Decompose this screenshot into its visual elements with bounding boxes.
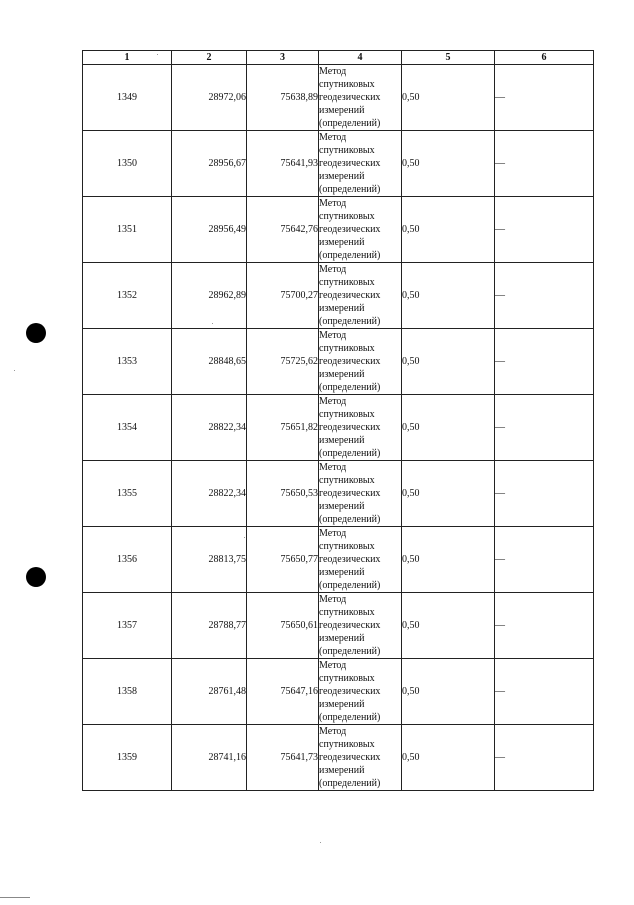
accuracy-cell: 0,50 [402, 263, 495, 329]
method-text-line: Метод [319, 330, 347, 341]
point-number-cell: 1350 [83, 131, 172, 197]
table-row [83, 395, 594, 461]
accuracy-cell: 0,50 [402, 527, 495, 593]
table-row [83, 461, 594, 527]
method-text-line: геодезических [319, 488, 381, 499]
point-number-cell: 1355 [83, 461, 172, 527]
method-text-line: Метод [319, 198, 347, 209]
header-col-3: 3 [247, 51, 319, 65]
method-text-line: (определений) [319, 580, 381, 591]
method-text-line: измерений [319, 105, 365, 116]
x-coordinate-cell: 28761,48 [172, 659, 247, 725]
method-text-line: измерений [319, 435, 365, 446]
accuracy-cell: 0,50 [402, 131, 495, 197]
y-coordinate-cell: 75650,53 [247, 461, 319, 527]
scan-speck [157, 54, 158, 55]
method-cell [319, 263, 402, 329]
method-cell [319, 329, 402, 395]
table-body [83, 65, 594, 791]
accuracy-cell: 0,50 [402, 461, 495, 527]
method-text-line: (определений) [319, 316, 381, 327]
description-cell: — [495, 131, 594, 197]
method-text-line: (определений) [319, 712, 381, 723]
point-number-cell: 1352 [83, 263, 172, 329]
method-cell [319, 65, 402, 131]
method-text-line: измерений [319, 633, 365, 644]
method-text-line: (определений) [319, 646, 381, 657]
scan-speck [212, 323, 213, 324]
table-header-row [83, 51, 594, 65]
x-coordinate-cell: 28822,34 [172, 461, 247, 527]
method-text-line: спутниковых [319, 145, 375, 156]
method-text-line: (определений) [319, 118, 381, 129]
header-col-5: 5 [402, 51, 495, 65]
header-col-6: 6 [495, 51, 594, 65]
description-cell: — [495, 65, 594, 131]
description-cell: — [495, 725, 594, 791]
method-cell [319, 131, 402, 197]
table-row [83, 725, 594, 791]
point-number-cell: 1353 [83, 329, 172, 395]
x-coordinate-cell: 28962,89 [172, 263, 247, 329]
scan-edge-mark [0, 897, 30, 898]
description-cell: — [495, 197, 594, 263]
method-text-line: геодезических [319, 290, 381, 301]
x-coordinate-cell: 28956,67 [172, 131, 247, 197]
table-row [83, 659, 594, 725]
method-text-line: измерений [319, 237, 365, 248]
x-coordinate-cell: 28813,75 [172, 527, 247, 593]
method-text-line: спутниковых [319, 343, 375, 354]
method-text-line: (определений) [319, 514, 381, 525]
method-text-line: Метод [319, 132, 347, 143]
table-row [83, 527, 594, 593]
method-text-line: геодезических [319, 158, 381, 169]
table-row [83, 329, 594, 395]
accuracy-cell: 0,50 [402, 395, 495, 461]
method-text-line: измерений [319, 171, 365, 182]
point-number-cell: 1351 [83, 197, 172, 263]
header-col-4: 4 [319, 51, 402, 65]
method-text-line: геодезических [319, 224, 381, 235]
x-coordinate-cell: 28788,77 [172, 593, 247, 659]
y-coordinate-cell: 75642,76 [247, 197, 319, 263]
point-number-cell: 1356 [83, 527, 172, 593]
method-text-line: спутниковых [319, 607, 375, 618]
method-text-line: спутниковых [319, 475, 375, 486]
method-text-line: спутниковых [319, 277, 375, 288]
description-cell: — [495, 263, 594, 329]
description-cell: — [495, 593, 594, 659]
header-col-1: 1 [83, 51, 172, 65]
method-text-line: измерений [319, 567, 365, 578]
method-text-line: измерений [319, 765, 365, 776]
y-coordinate-cell: 75650,77 [247, 527, 319, 593]
x-coordinate-cell: 28741,16 [172, 725, 247, 791]
punch-hole-mark [26, 567, 46, 587]
method-text-line: Метод [319, 396, 347, 407]
description-cell: — [495, 527, 594, 593]
description-cell: — [495, 395, 594, 461]
y-coordinate-cell: 75647,16 [247, 659, 319, 725]
method-cell [319, 461, 402, 527]
table-row [83, 263, 594, 329]
point-number-cell: 1359 [83, 725, 172, 791]
y-coordinate-cell: 75650,61 [247, 593, 319, 659]
scan-speck [320, 842, 321, 843]
punch-hole-mark [26, 323, 46, 343]
method-text-line: Метод [319, 264, 347, 275]
y-coordinate-cell: 75725,62 [247, 329, 319, 395]
method-text-line: геодезических [319, 686, 381, 697]
y-coordinate-cell: 75641,73 [247, 725, 319, 791]
method-text-line: измерений [319, 369, 365, 380]
description-cell: — [495, 659, 594, 725]
accuracy-cell: 0,50 [402, 659, 495, 725]
x-coordinate-cell: 28822,34 [172, 395, 247, 461]
accuracy-cell: 0,50 [402, 593, 495, 659]
y-coordinate-cell: 75641,93 [247, 131, 319, 197]
y-coordinate-cell: 75638,89 [247, 65, 319, 131]
method-text-line: Метод [319, 66, 347, 77]
method-text-line: геодезических [319, 752, 381, 763]
x-coordinate-cell: 28848,65 [172, 329, 247, 395]
method-text-line: спутниковых [319, 673, 375, 684]
method-text-line: спутниковых [319, 211, 375, 222]
method-text-line: (определений) [319, 184, 381, 195]
method-cell [319, 395, 402, 461]
x-coordinate-cell: 28956,49 [172, 197, 247, 263]
method-text-line: геодезических [319, 554, 381, 565]
coordinates-table [82, 50, 594, 791]
method-text-line: измерений [319, 501, 365, 512]
method-cell [319, 593, 402, 659]
y-coordinate-cell: 75651,82 [247, 395, 319, 461]
method-text-line: измерений [319, 303, 365, 314]
method-text-line: Метод [319, 462, 347, 473]
method-text-line: спутниковых [319, 79, 375, 90]
method-text-line: спутниковых [319, 739, 375, 750]
method-text-line: (определений) [319, 382, 381, 393]
method-text-line: спутниковых [319, 409, 375, 420]
point-number-cell: 1358 [83, 659, 172, 725]
table-row [83, 131, 594, 197]
method-text-line: измерений [319, 699, 365, 710]
scan-speck [244, 537, 245, 538]
method-text-line: Метод [319, 528, 347, 539]
method-text-line: (определений) [319, 250, 381, 261]
method-text-line: Метод [319, 594, 347, 605]
method-text-line: геодезических [319, 356, 381, 367]
method-text-line: геодезических [319, 92, 381, 103]
table-row [83, 593, 594, 659]
x-coordinate-cell: 28972,06 [172, 65, 247, 131]
method-cell [319, 725, 402, 791]
point-number-cell: 1349 [83, 65, 172, 131]
point-number-cell: 1354 [83, 395, 172, 461]
scan-speck [14, 370, 15, 371]
accuracy-cell: 0,50 [402, 197, 495, 263]
accuracy-cell: 0,50 [402, 329, 495, 395]
method-text-line: Метод [319, 660, 347, 671]
method-cell [319, 527, 402, 593]
table-row [83, 197, 594, 263]
method-text-line: (определений) [319, 448, 381, 459]
method-text-line: (определений) [319, 778, 381, 789]
method-text-line: Метод [319, 726, 347, 737]
method-cell [319, 197, 402, 263]
point-number-cell: 1357 [83, 593, 172, 659]
accuracy-cell: 0,50 [402, 725, 495, 791]
method-cell [319, 659, 402, 725]
header-col-2: 2 [172, 51, 247, 65]
method-text-line: геодезических [319, 422, 381, 433]
y-coordinate-cell: 75700,27 [247, 263, 319, 329]
method-text-line: геодезических [319, 620, 381, 631]
accuracy-cell: 0,50 [402, 65, 495, 131]
method-text-line: спутниковых [319, 541, 375, 552]
description-cell: — [495, 329, 594, 395]
table-row [83, 65, 594, 131]
description-cell: — [495, 461, 594, 527]
